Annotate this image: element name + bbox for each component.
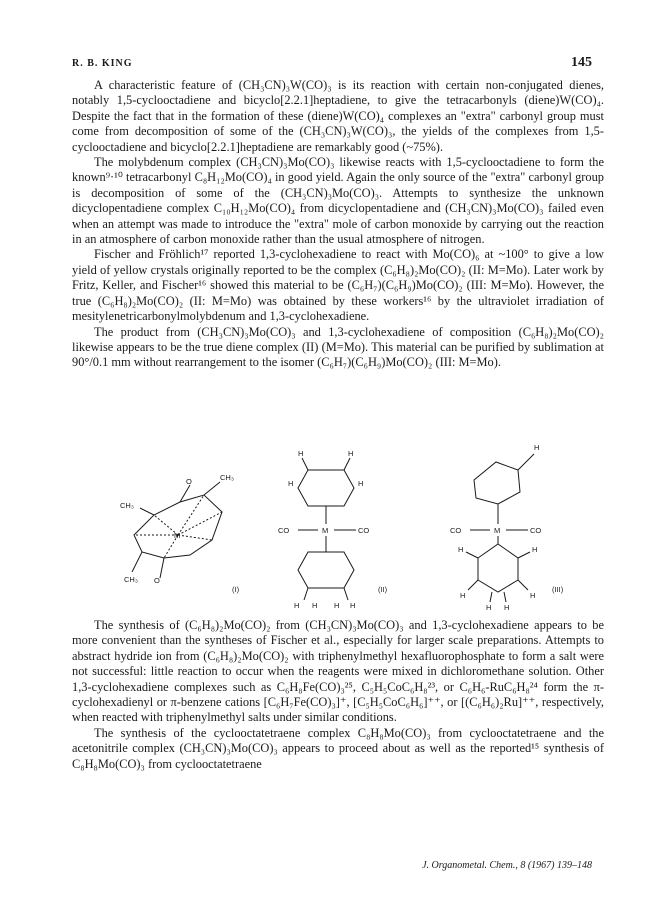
carbonyl-label: CO — [358, 526, 370, 535]
carbonyl-label: CO — [530, 526, 542, 535]
hydrogen-label: H — [358, 479, 364, 488]
hydrogen-label: H — [530, 591, 536, 600]
methyl-label: CH₃ — [220, 473, 234, 482]
hydrogen-label: H — [348, 449, 354, 458]
hydrogen-label: H — [312, 601, 318, 610]
hydrogen-label: H — [504, 603, 510, 612]
hydrogen-label: H — [534, 443, 540, 452]
upper-ring — [474, 462, 520, 504]
running-head-author: R. B. KING — [72, 58, 133, 69]
hydrogen-label: H — [458, 545, 464, 554]
methylene-bond — [518, 454, 534, 470]
paragraph: A characteristic feature of (CH₃CN)₃W(CO)₃ is its reaction with certain non-conjugated dienes, notably 1,5-cyclooctadiene and bicyclo[2.2.1]heptadiene, to give the tetracarbonyls (diene)W(CO)₄. Despite the fact that in the formation of these (diene)W(CO)₄ complexes an "extra" carbonyl group must come from decomposition of some of the (CH₃CN)₃W(CO)₃, the yields of the complexes from 1,5-cyclooctadiene and bicyclo[2.2.1]heptadiene are remarkably good (~75%). — [72, 78, 604, 154]
hydrogen-label: H — [294, 601, 300, 610]
metal-label: M — [494, 526, 501, 535]
hydrogen-label: H — [532, 545, 538, 554]
structure-drawing — [72, 440, 604, 615]
lower-diene-ring — [298, 552, 354, 588]
ketone-bond — [160, 558, 164, 578]
cyclic-ligand-ring — [134, 495, 222, 558]
hydrogen-label: H — [460, 591, 466, 600]
page-number: 145 — [571, 55, 592, 70]
methyl-label: CH₃ — [120, 501, 134, 510]
structure-figure — [72, 440, 604, 615]
journal-citation: J. Organometal. Chem., 8 (1967) 139–148 — [422, 860, 592, 871]
methyl-bond — [140, 508, 154, 515]
hydrogen-label: H — [350, 601, 356, 610]
paragraph: The molybdenum complex (CH₃CN)₃Mo(CO)₃ likewise reacts with 1,5-cyclooctadiene to form the known⁹·¹⁰ tetracarbonyl C₈H₁₂Mo(CO)₄ in good yield. Again the only source of the "extra" carbonyl group is decomposition of some of the (CH₃CN)₃Mo(CO)₃. Attempts to synthesize the unknown dicyclopentadiene complex C₁₀H₁₂Mo(CO)₄ from dicyclopentadiene and (CH₃CN)₃Mo(CO)₃ failed even when an attempt was made to introduce the "extra" mole of carbon monoxide by carrying out the reaction in an atmosphere of carbon monoxide rather than the usual atmosphere of nitrogen. — [72, 155, 604, 247]
paragraph: The product from (CH₃CN)₃Mo(CO)₃ and 1,3-cyclohexadiene of composition (C₆H₈)₂Mo(CO)₂ likewise appears to be the true diene complex (II) (M=Mo). This material can be purified by sublimation at 90°/0.1 mm without rearrangement to the isomer (C₆H₇)(C₆H₉)Mo(CO)₂ (III: M=Mo). — [72, 324, 604, 370]
paragraph: The synthesis of (C₆H₈)₂Mo(CO)₂ from (CH₃CN)₃Mo(CO)₃ and 1,3-cyclohexadiene appears to be more convenient than the syntheses of Fischer et al., especially for larger scale preparations. Attempts to abstract hydride ion from (C₆H₈)₂Mo(CO)₂ with triphenylmethyl hexafluorophosphate to form a salt were not successful: little reaction to occur when the reagents were mixed in dichloromethane solution. Other 1,3-cyclohexadiene complexes such as C₆H₈Fe(CO)₃²⁵, C₅H₅CoC₆H₈²³, or C₆H₆-RuC₆H₈²⁴ form the π-cyclohexadienyl or π-benzene cations [C₆H₇Fe(CO)₃]⁺, [C₅H₅CoC₆H₆]⁺⁺, or [(C₆H₆)₂Ru]⁺⁺, respectively, when reacted with triphenylmethyl salts under similar conditions. — [72, 618, 604, 725]
metal-ligand-bonds — [134, 495, 222, 558]
carbonyl-label: CO — [278, 526, 290, 535]
methyl-bond — [132, 552, 142, 572]
paragraph: The synthesis of the cyclooctatetraene complex C₈H₈Mo(CO)₃ from cyclooctatetraene and the acetonitrile complex (CH₃CN)₃Mo(CO)₃ appears to proceed about as well as the reported¹⁵ synthesis of C₈H₈Mo(CO)₃ from cyclooctatetraene — [72, 725, 604, 771]
metal-label: M — [322, 526, 329, 535]
body-text-upper — [72, 78, 604, 371]
structure-label: (III) — [552, 585, 564, 594]
lower-ring — [478, 544, 518, 592]
carbonyl-label: CO — [450, 526, 462, 535]
hydrogen-label: H — [288, 479, 294, 488]
hydrogen-bonds — [466, 552, 530, 602]
metal-label: M — [174, 531, 181, 540]
body-text-lower — [72, 618, 604, 772]
methyl-bond — [204, 482, 220, 495]
hydrogen-label: H — [486, 603, 492, 612]
structure-label: (I) — [232, 585, 240, 594]
paragraph: Fischer and Fröhlich¹⁷ reported 1,3-cyclohexadiene to react with Mo(CO)₆ at ~100° to give a low yield of yellow crystals originally reported to be the complex (C₆H₈)₂Mo(CO)₂ (II: M=Mo). Later work by Fritz, Keller, and Fischer¹⁶ showed this material to be (C₆H₇)(C₆H₉)Mo(CO)₂ (III: M=Mo). However, the true (C₆H₈)₂Mo(CO)₂ (II: M=Mo) was obtained by these workers¹⁶ by the ultraviolet irradiation of mesitylenetricarbonylmolybdenum and 1,3-cyclohexadiene. — [72, 247, 604, 324]
oxygen-label: O — [186, 477, 192, 486]
hydrogen-label: H — [298, 449, 304, 458]
methyl-label: CH₃ — [124, 575, 138, 584]
oxygen-label: O — [154, 576, 160, 585]
upper-diene-ring — [298, 470, 354, 506]
structure-label: (II) — [378, 585, 388, 594]
hydrogen-label: H — [334, 601, 340, 610]
